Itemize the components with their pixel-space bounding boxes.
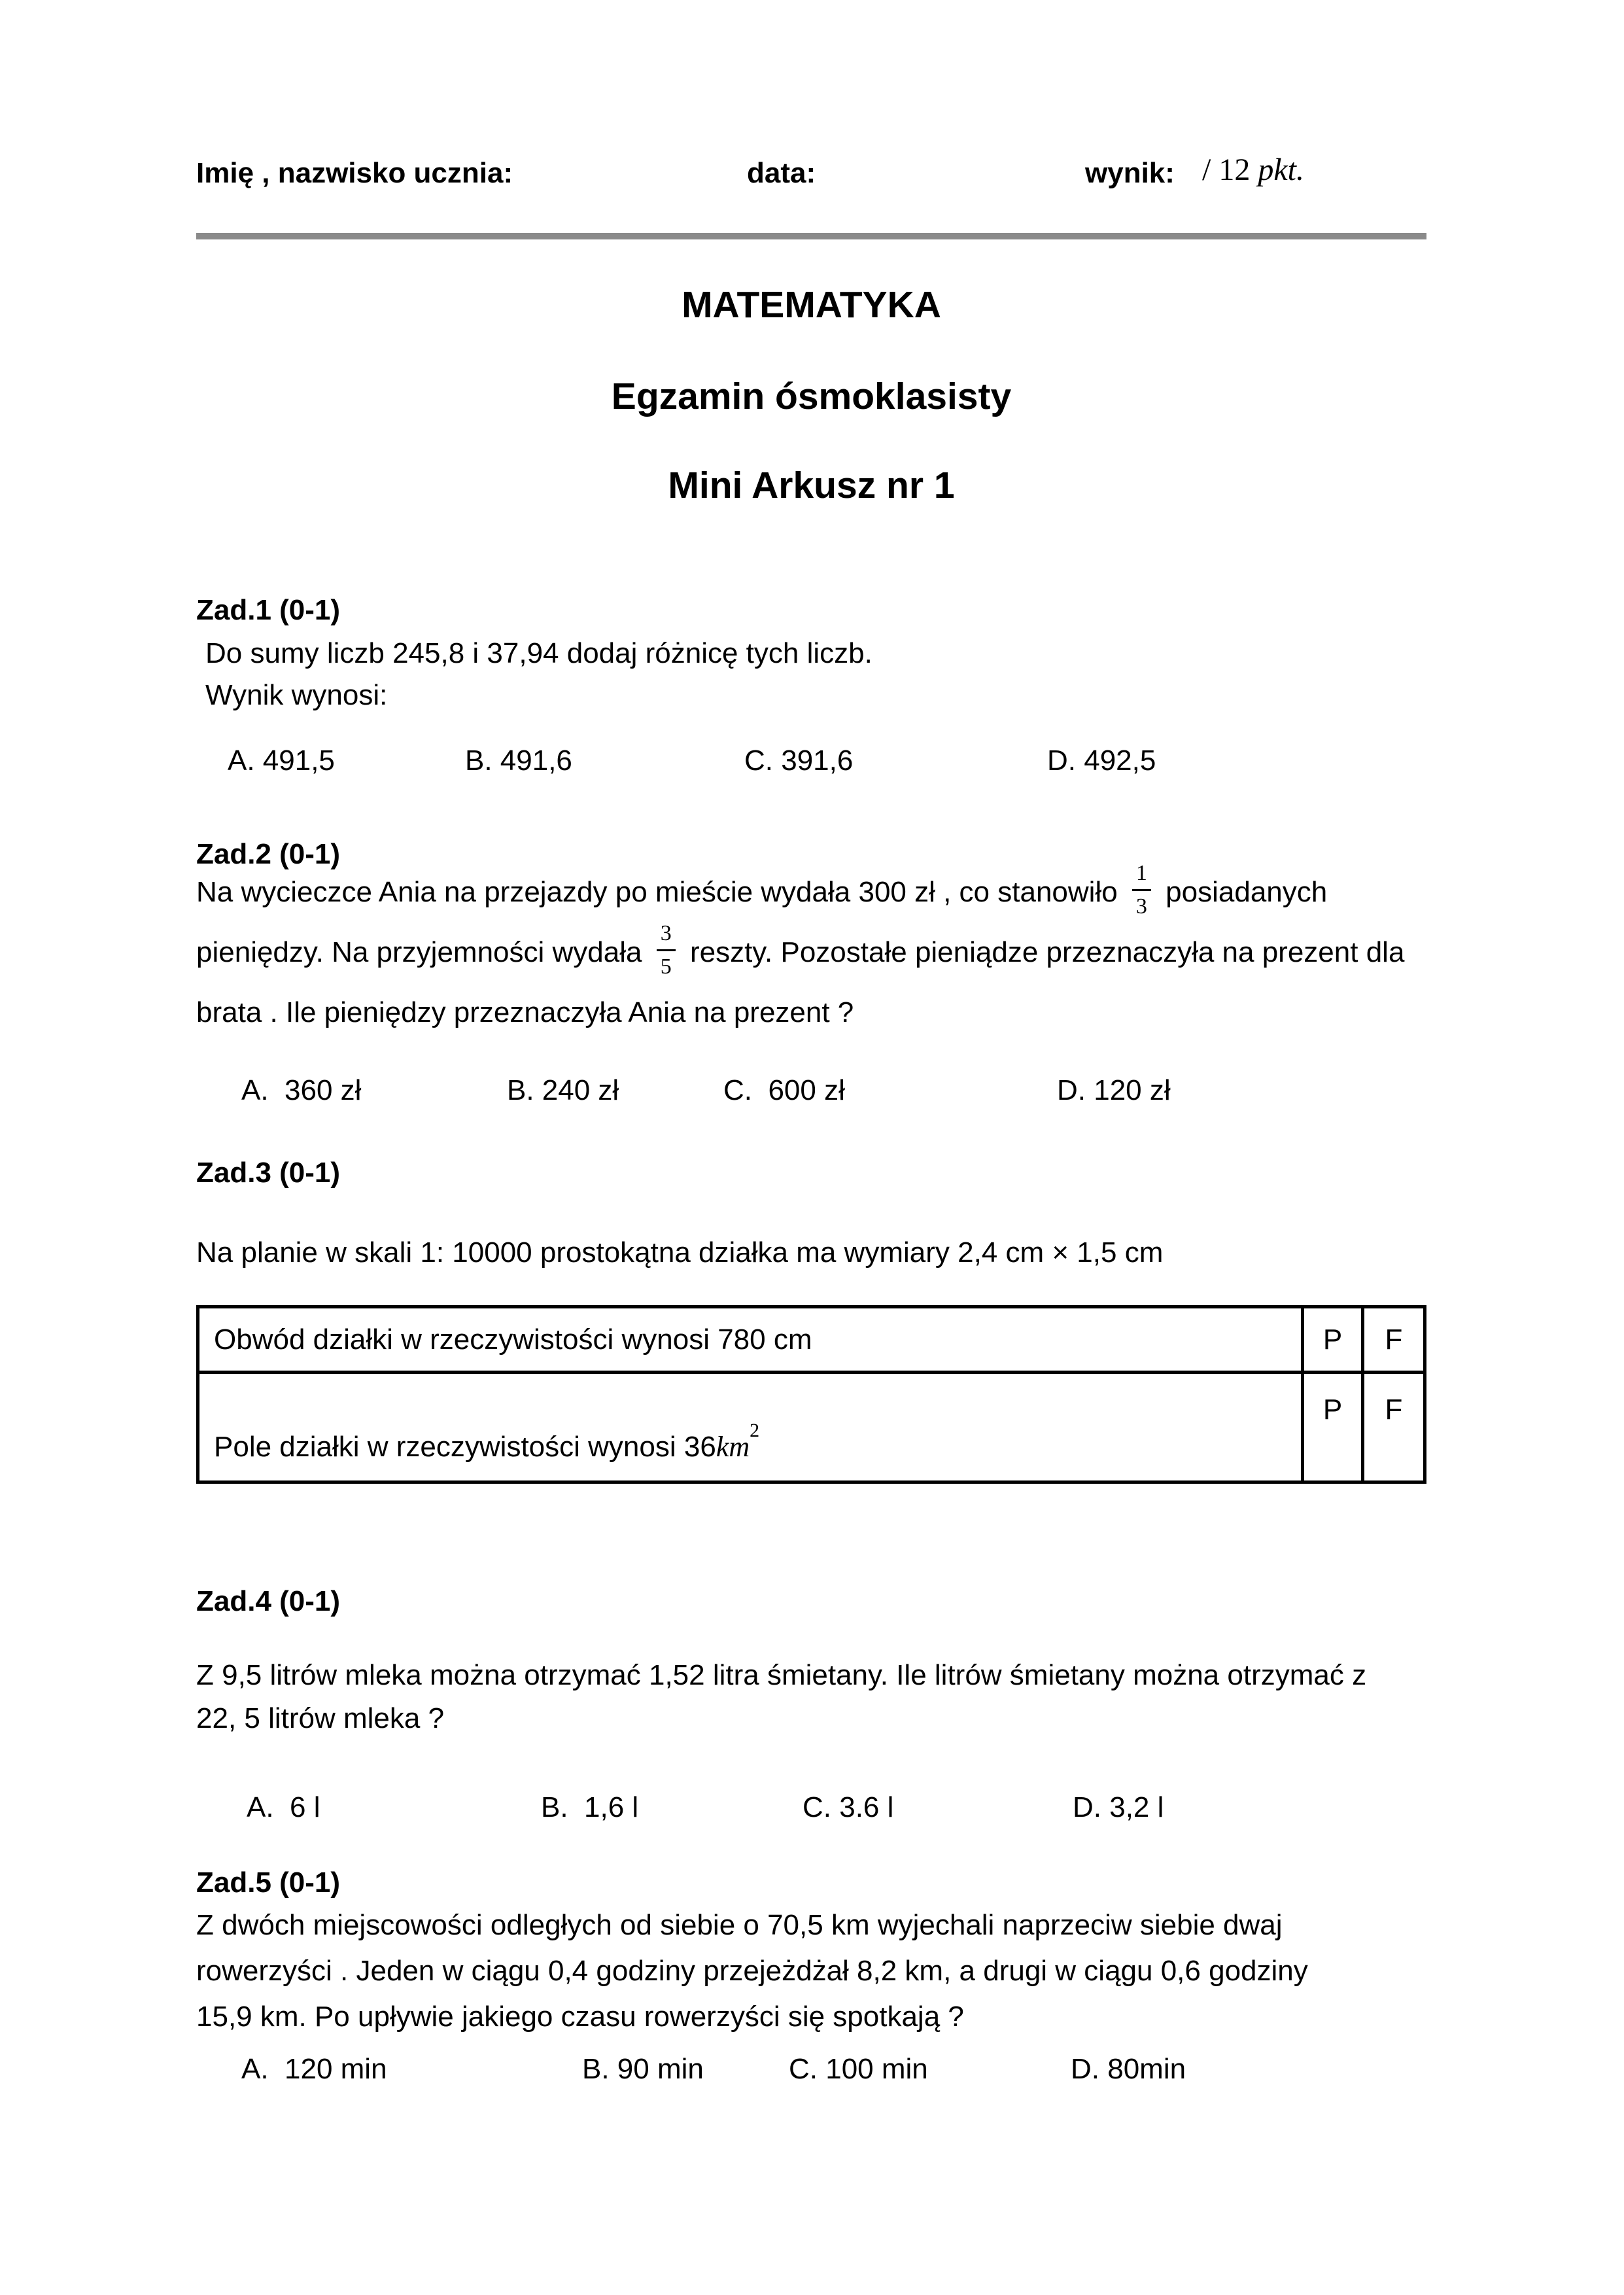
task3-heading: Zad.3 (0-1) (196, 1157, 341, 1189)
task1-answer-c: C. 391,6 (744, 745, 854, 777)
title-sheet: Mini Arkusz nr 1 (668, 464, 955, 506)
task5-answer-a: A. 120 min (241, 2053, 387, 2085)
true-cell: P (1303, 1373, 1363, 1482)
task1-answers-row (196, 745, 1426, 790)
task4-answer-d: D. 3,2 l (1073, 1791, 1164, 1823)
table-row (198, 1307, 1425, 1373)
date-label: data: (747, 157, 816, 189)
fraction-denominator: 5 (657, 949, 676, 978)
task4-answer-b: B. 1,6 l (541, 1791, 639, 1823)
task2-text-seg1: Na wycieczce Ania na przejazdy po mieście wydała 300 zł , co stanowiło (196, 876, 1118, 908)
fraction-numerator: 3 (660, 920, 672, 945)
title-subject: MATEMATYKA (682, 284, 941, 326)
task1-heading: Zad.1 (0-1) (196, 594, 341, 626)
false-cell: F (1363, 1373, 1425, 1482)
task4-heading: Zad.4 (0-1) (196, 1585, 341, 1617)
score-points-prefix: / 12 (1202, 152, 1258, 187)
fraction-numerator: 1 (1135, 860, 1147, 885)
fraction-denominator: 3 (1132, 889, 1151, 918)
task5-answer-c: C. 100 min (789, 2053, 928, 2085)
table-row (198, 1373, 1425, 1482)
task2-answer-d: D. 120 zł (1057, 1074, 1171, 1106)
task1-answer-b: B. 491,6 (465, 745, 572, 777)
task1-answer-d: D. 492,5 (1047, 745, 1156, 777)
title-exam: Egzamin ósmoklasisty (611, 376, 1012, 417)
task5-heading: Zad.5 (0-1) (196, 1866, 341, 1899)
score-points-unit: pkt. (1258, 152, 1304, 187)
score-max-points (1202, 152, 1304, 188)
task4-answers-row (196, 1791, 1426, 1837)
task2-answer-b: B. 240 zł (507, 1074, 619, 1106)
true-false-table (196, 1305, 1426, 1484)
true-cell: P (1303, 1307, 1363, 1373)
task5-answers-row (196, 2053, 1426, 2099)
task1-text-line2: Wynik wynosi: (205, 679, 388, 711)
task1-text-line1: Do sumy liczb 245,8 i 37,94 dodaj różnicę tych liczb. (205, 637, 872, 669)
task2-text-seg2: posiadanych pieniędzy. Na przyjemności wydała (196, 876, 1328, 968)
task2-answer-c: C. 600 zł (723, 1074, 845, 1106)
task5-answer-b: B. 90 min (582, 2053, 704, 2085)
statement-cell: Obwód działki w rzeczywistości wynosi 780 cm (198, 1307, 1303, 1373)
task4-text-line2: 22, 5 litrów mleka ? (196, 1702, 445, 1734)
task3-intro: Na planie w skali 1: 10000 prostokątna działka ma wymiary 2,4 cm × 1,5 cm (196, 1236, 1164, 1269)
unit-km: km (716, 1431, 750, 1463)
statement-cell (198, 1373, 1303, 1482)
task4-text-line1: Z 9,5 litrów mleka można otrzymać 1,52 litra śmietany. Ile litrów śmietany można otrzymać z (196, 1659, 1367, 1691)
task5-text (196, 1902, 1426, 2040)
fraction-one-third (1132, 862, 1151, 918)
task2-heading: Zad.2 (0-1) (196, 838, 341, 870)
task5-text-line2: rowerzyści . Jeden w ciągu 0,4 godziny przejeżdżał 8,2 km, a drugi w ciągu 0,6 godziny (196, 1955, 1308, 1987)
task5-text-line3: 15,9 km. Po upływie jakiego czasu rowerzyści się spotkają ? (196, 2001, 964, 2033)
task2-text-seg3: reszty. Pozostałe pieniądze przeznaczyła na prezent dla brata . Ile pieniędzy przeznaczyła Ania na prezent ? (196, 936, 1405, 1028)
task4-answer-c: C. 3.6 l (803, 1791, 894, 1823)
student-name-label: Imię , nazwisko ucznia: (196, 157, 513, 189)
task4-text (196, 1654, 1426, 1740)
task1-answer-a: A. 491,5 (228, 745, 335, 777)
statement-text: Pole działki w rzeczywistości wynosi 36 (214, 1431, 716, 1463)
fraction-three-fifths (657, 922, 676, 978)
header-divider (196, 233, 1426, 239)
task5-text-line1: Z dwóch miejscowości odległych od siebie o 70,5 km wyjechali naprzeciw siebie dwaj (196, 1909, 1283, 1941)
task4-answer-a: A. 6 l (247, 1791, 320, 1823)
unit-exponent: 2 (750, 1420, 760, 1441)
task2-answers-row (196, 1074, 1426, 1120)
false-cell: F (1363, 1307, 1425, 1373)
score-label: wynik: (1085, 157, 1175, 189)
task2-answer-a: A. 360 zł (241, 1074, 362, 1106)
task5-answer-d: D. 80min (1071, 2053, 1186, 2085)
task2-text (196, 862, 1426, 1043)
